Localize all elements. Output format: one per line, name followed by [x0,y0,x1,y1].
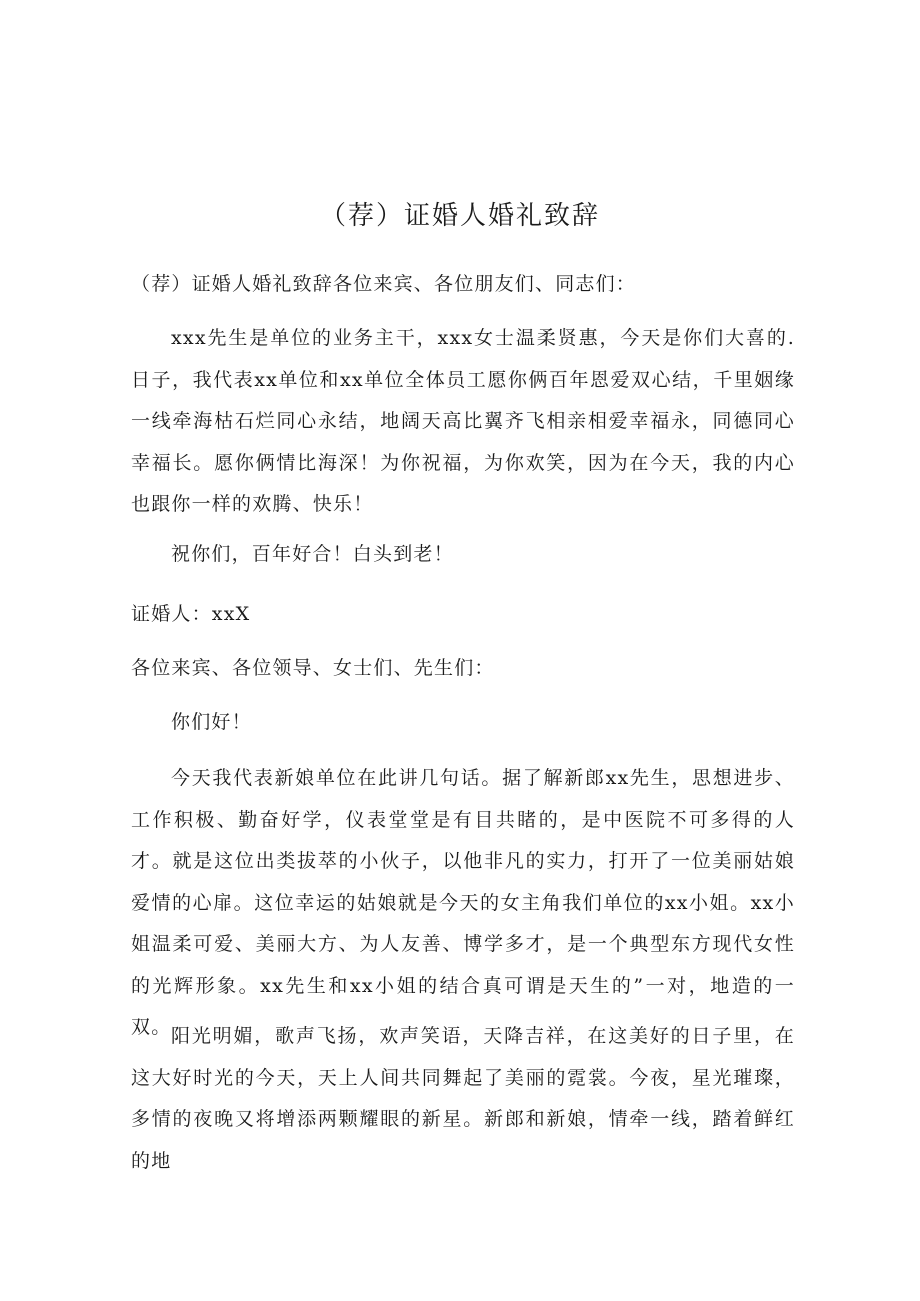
blessing-paragraph: xxx先生是单位的业务主干，xxx女士温柔贤惠，今天是你们大喜的.日子，我代表xx单位和xx单位全体员工愿你俩百年恩爱双心结，千里姻缘一线牵海枯石烂同心永结，地阔天高比翼齐飞相亲相爱幸福永，同德同心幸福长。愿你俩情比海深！为你祝福，为你欢笑，因为在今天，我的内心也跟你一样的欢腾、快乐！ [131,327,795,515]
opening-paragraph: （荐）证婚人婚礼致辞各位来宾、各位朋友们、同志们： [131,273,637,295]
document-title: （荐）证婚人婚礼致辞 [319,201,600,231]
introduction-paragraph: 今天我代表新娘单位在此讲几句话。据了解新郎xx先生，思想进步、工作积极、勤奋好学，仪表堂堂是有目共睹的，是中医院不可多得的人才。就是这位出类拔萃的小伙子，以他非凡的实力，打开了一位美丽姑娘爱情的心扉。这位幸运的姑娘就是今天的女主角我们单位的xx小姐。xx小姐温柔可爱、美丽大方、为人友善、博学多才，是一个典型东方现代女性的光辉形象。xx先生和xx小姐的结合真可谓是天生的”一对，地造的一双。 [131,767,795,1038]
wish-line: 祝你们，百年好合！白头到老！ [171,543,454,565]
salutation-line: 各位来宾、各位领导、女士们、先生们： [131,657,495,679]
closing-paragraph: 阳光明媚，歌声飞扬，欢声笑语，天降吉祥，在这美好的日子里，在这大好时光的今天，天上人间共同舞起了美丽的霓裳。今夜，星光璀璨，多情的夜晚又将增添两颗耀眼的新星。新郎和新娘，情牵一线，踏着鲜红的地 [131,1025,795,1172]
witness-signature: 证婚人：xxX [131,603,251,625]
greeting-line: 你们好！ [171,711,252,733]
